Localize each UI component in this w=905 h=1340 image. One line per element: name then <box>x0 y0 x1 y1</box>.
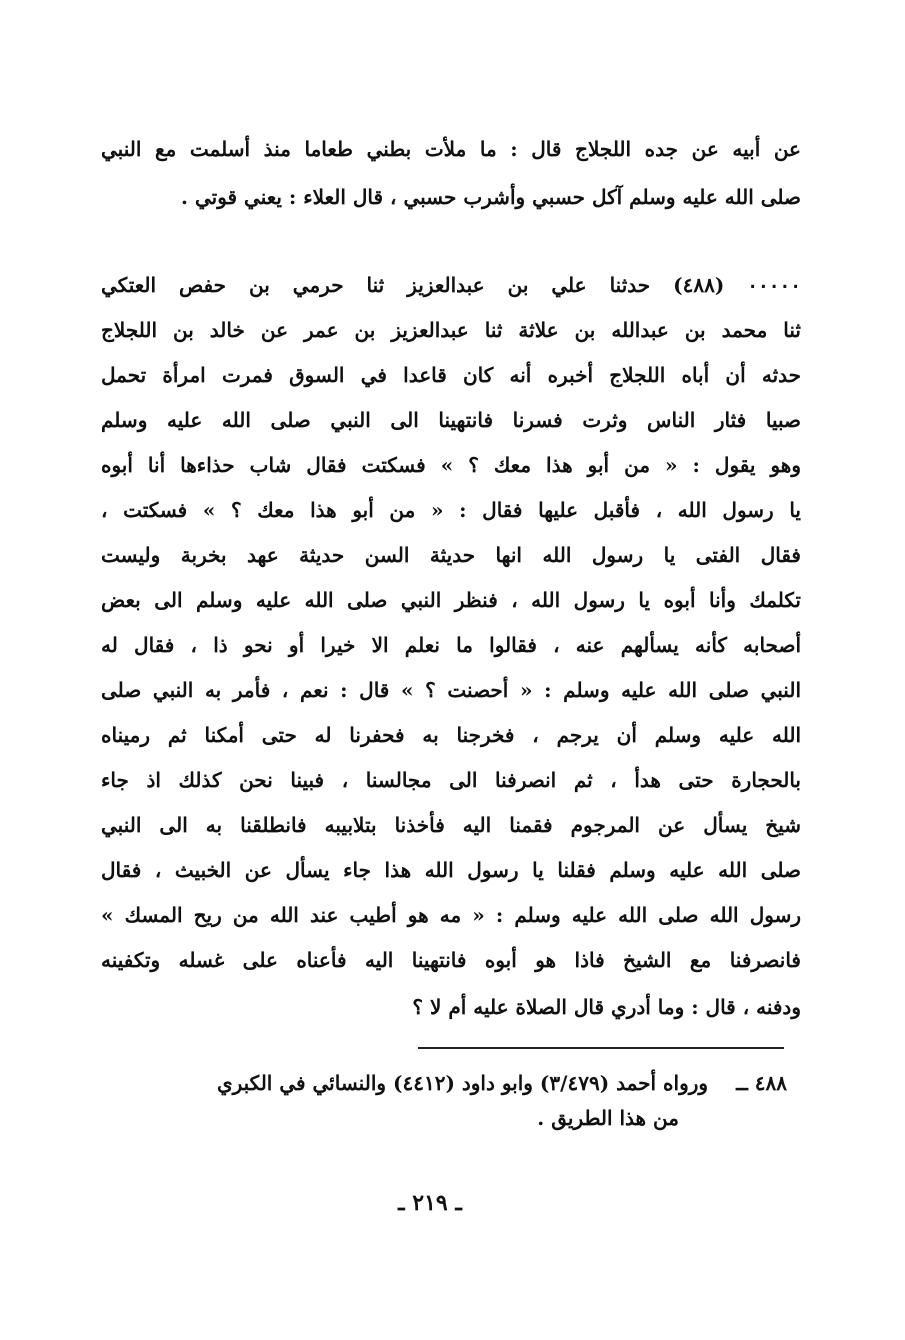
hadith-line: الله عليه وسلم أن يرجم ، فخرجنا به فحفرنا له حتى أمكنا ثم رميناه <box>101 723 801 747</box>
footnote-continuation: من هذا الطريق . <box>537 1106 679 1130</box>
hadith-line: ٠٠٠٠٠ (٤٨٨) حدثنا علي بن عبدالعزيز ثنا حرمي بن حفص العتكي <box>101 273 801 297</box>
hadith-line: ثنا محمد بن عبدالله بن علاثة ثنا عبدالعزيز بن عمر عن خالد بن اللجلاج <box>101 318 801 342</box>
hadith-line: صبيا فثار الناس وثرت فسرنا فانتهينا الى النبي صلى الله عليه وسلم <box>101 408 801 432</box>
hadith-line: فانصرفنا مع الشيخ فاذا هو أبوه فانتهينا اليه فأعناه على غسله وتكفينه <box>101 948 801 972</box>
intro-line: صلى الله عليه وسلم آكل حسبي وأشرب حسبي ، قال العلاء : يعني قوتي . <box>181 185 801 209</box>
hadith-line: النبي صلى الله عليه وسلم : « أحصنت ؟ » قال : نعم ، فأمر به النبي صلى <box>101 678 801 702</box>
footnote-number: ٤٨٨ ــ <box>736 1071 787 1095</box>
footnote-line <box>75 1068 787 1098</box>
page-number: ـ ٢١٩ ـ <box>398 1190 462 1216</box>
intro-line: عن أبيه عن جده اللجلاج قال : ما ملأت بطني طعاما منذ أسلمت مع النبي <box>101 137 801 161</box>
hadith-line: ودفنه ، قال : وما أدري قال الصلاة عليه أم لا ؟ <box>412 995 801 1019</box>
hadith-line: شيخ يسأل عن المرجوم فقمنا اليه فأخذنا بتلابيبه فانطلقنا به الى النبي <box>101 813 801 837</box>
hadith-line: وهو يقول : « من أبو هذا معك ؟ » فسكتت فقال شاب حذاءها أنا أبوه <box>101 453 801 477</box>
hadith-line: يا رسول الله ، فأقبل عليها فقال : « من أبو هذا معك ؟ » فسكتت ، <box>101 498 801 522</box>
hadith-line: صلى الله عليه وسلم فقلنا يا رسول الله هذا جاء يسأل عن الخبيث ، فقال <box>101 858 801 882</box>
hadith-line: تكلمك وأنا أبوه يا رسول الله ، فنظر النبي صلى الله عليه وسلم الى بعض <box>101 588 801 612</box>
hadith-line: حدثه أن أباه اللجلاج أخبره أنه كان قاعدا في السوق فمرت امرأة تحمل <box>101 363 801 387</box>
footnote-text: ورواه أحمد (٣/٤٧٩) وابو داود (٤٤١٢) والنسائي في الكبري <box>216 1071 709 1095</box>
footnote-separator <box>418 1047 784 1049</box>
hadith-line: أصحابه كأنه يسألهم عنه ، فقالوا ما نعلم الا خيرا أو نحو ذا ، فقال له <box>101 633 801 657</box>
hadith-line: بالحجارة حتى هدأ ، ثم انصرفنا الى مجالسنا ، فبينا نحن كذلك اذ جاء <box>101 768 801 792</box>
hadith-line: فقال الفتى يا رسول الله انها حديثة السن حديثة عهد بخربة وليست <box>101 543 801 567</box>
hadith-line: رسول الله صلى الله عليه وسلم : « مه هو أطيب عند الله من ريح المسك » <box>101 903 801 927</box>
